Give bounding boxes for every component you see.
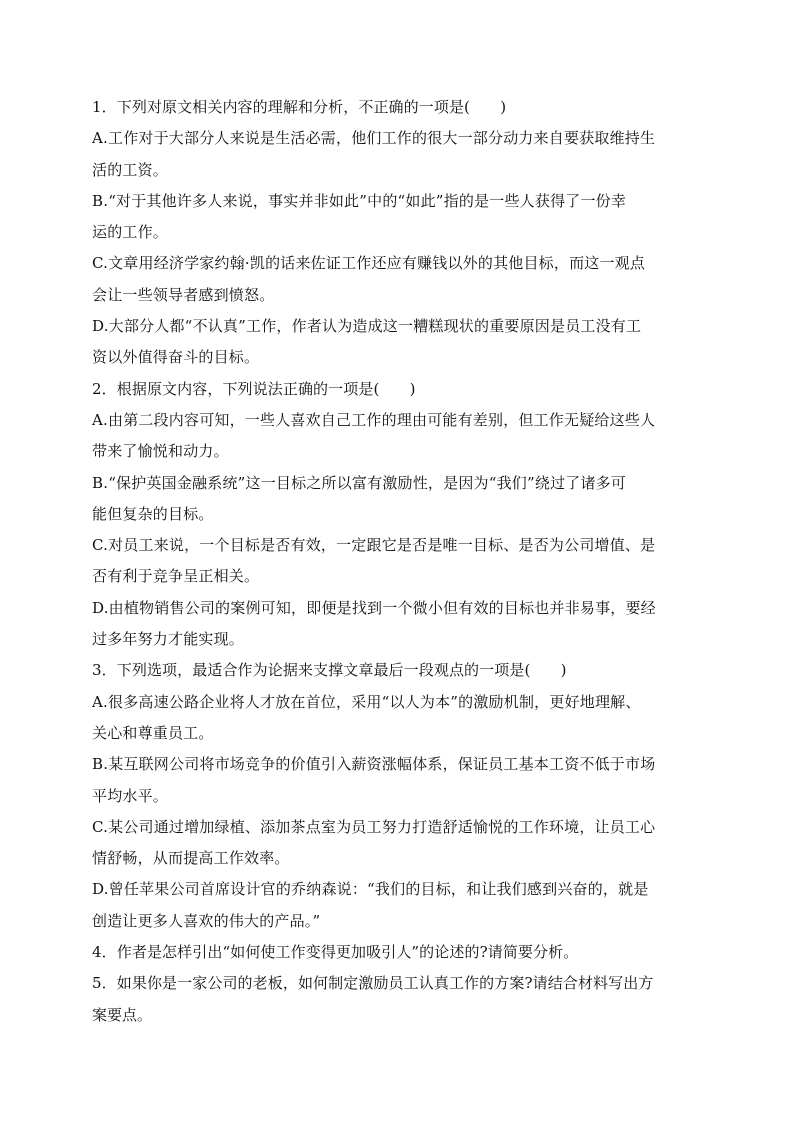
question-3-option-d	[92, 874, 710, 937]
option-line: C.某公司通过增加绿植、添加茶点室为员工努力打造舒适愉悦的工作环境，让员工心	[92, 817, 656, 836]
option-line: 创造让更多人喜欢的伟大的产品。”	[92, 911, 321, 930]
question-1	[92, 92, 710, 374]
question-1-option-a	[92, 123, 710, 186]
option-line: 能但复杂的目标。	[92, 504, 214, 523]
question-2	[92, 374, 710, 656]
option-line: A.工作对于大部分人来说是生活必需，他们工作的很大一部分动力来自要获取维持生	[92, 129, 656, 148]
question-1-option-b	[92, 186, 710, 249]
question-3-stem: 3．下列选项，最适合作为论据来支撑文章最后一段观点的一项是( )	[92, 661, 567, 680]
option-line: C.对员工来说，一个目标是否有效，一定跟它是否是唯一目标、是否为公司增值、是	[92, 536, 656, 555]
option-line: 过多年努力才能实现。	[92, 630, 245, 649]
option-line: B.“保护英国金融系统”这一目标之所以富有激励性，是因为“我们”绕过了诸多可	[92, 473, 627, 492]
question-3-option-a	[92, 687, 710, 750]
option-line: D.曾任苹果公司首席设计官的乔纳森说：“我们的目标，和让我们感到兴奋的，就是	[92, 880, 649, 899]
option-line: 活的工资。	[92, 160, 169, 179]
question-2-option-c	[92, 530, 710, 593]
option-line: 资以外值得奋斗的目标。	[92, 348, 260, 367]
option-line: A.很多高速公路企业将人才放在首位，采用“以人为本”的激励机制，更好地理解、	[92, 692, 641, 711]
option-line: B.“对于其他许多人来说，事实并非如此”中的“如此”指的是一些人获得了一份幸	[92, 191, 627, 210]
option-line: D.由植物销售公司的案例可知，即便是找到一个微小但有效的目标也并非易事，要经	[92, 598, 656, 617]
option-line: A.由第二段内容可知，一些人喜欢自己工作的理由可能有差别，但工作无疑给这些人	[92, 410, 656, 429]
option-line: 平均水平。	[92, 786, 169, 805]
question-3	[92, 655, 710, 937]
question-2-option-a	[92, 405, 710, 468]
option-line: 否有利于竞争呈正相关。	[92, 567, 260, 586]
option-line: C.文章用经济学家约翰·凯的话来佐证工作还应有赚钱以外的其他目标，而这一观点	[92, 254, 646, 273]
option-line: B.某互联网公司将市场竞争的价值引入薪资涨幅体系，保证员工基本工资不低于市场	[92, 755, 656, 774]
question-4-stem: 4．作者是怎样引出“如何使工作变得更加吸引人”的论述的?请简要分析。	[92, 943, 579, 962]
question-3-option-b	[92, 749, 710, 812]
option-line: 关心和尊重员工。	[92, 723, 214, 742]
question-3-option-c	[92, 812, 710, 875]
question-5	[92, 968, 710, 1031]
option-line: D.大部分人都“不认真”工作，作者认为造成这一糟糕现状的重要原因是员工没有工	[92, 317, 642, 336]
question-2-stem: 2．根据原文内容，下列说法正确的一项是( )	[92, 379, 416, 398]
question-5-stem-continued: 案要点。	[92, 1005, 153, 1024]
question-5-stem: 5．如果你是一家公司的老板，如何制定激励员工认真工作的方案?请结合材料写出方	[92, 974, 654, 993]
question-2-option-b	[92, 468, 710, 531]
question-1-option-c	[92, 248, 710, 311]
question-1-stem: 1．下列对原文相关内容的理解和分析，不正确的一项是( )	[92, 98, 507, 116]
option-line: 带来了愉悦和动力。	[92, 442, 229, 461]
option-line: 情舒畅，从而提高工作效率。	[92, 849, 290, 868]
option-line: 会让一些领导者感到愤怒。	[92, 285, 275, 304]
question-1-option-d	[92, 311, 710, 374]
option-line: 运的工作。	[92, 223, 169, 242]
question-list	[92, 92, 710, 1031]
question-4	[92, 937, 710, 968]
question-2-option-d	[92, 593, 710, 656]
